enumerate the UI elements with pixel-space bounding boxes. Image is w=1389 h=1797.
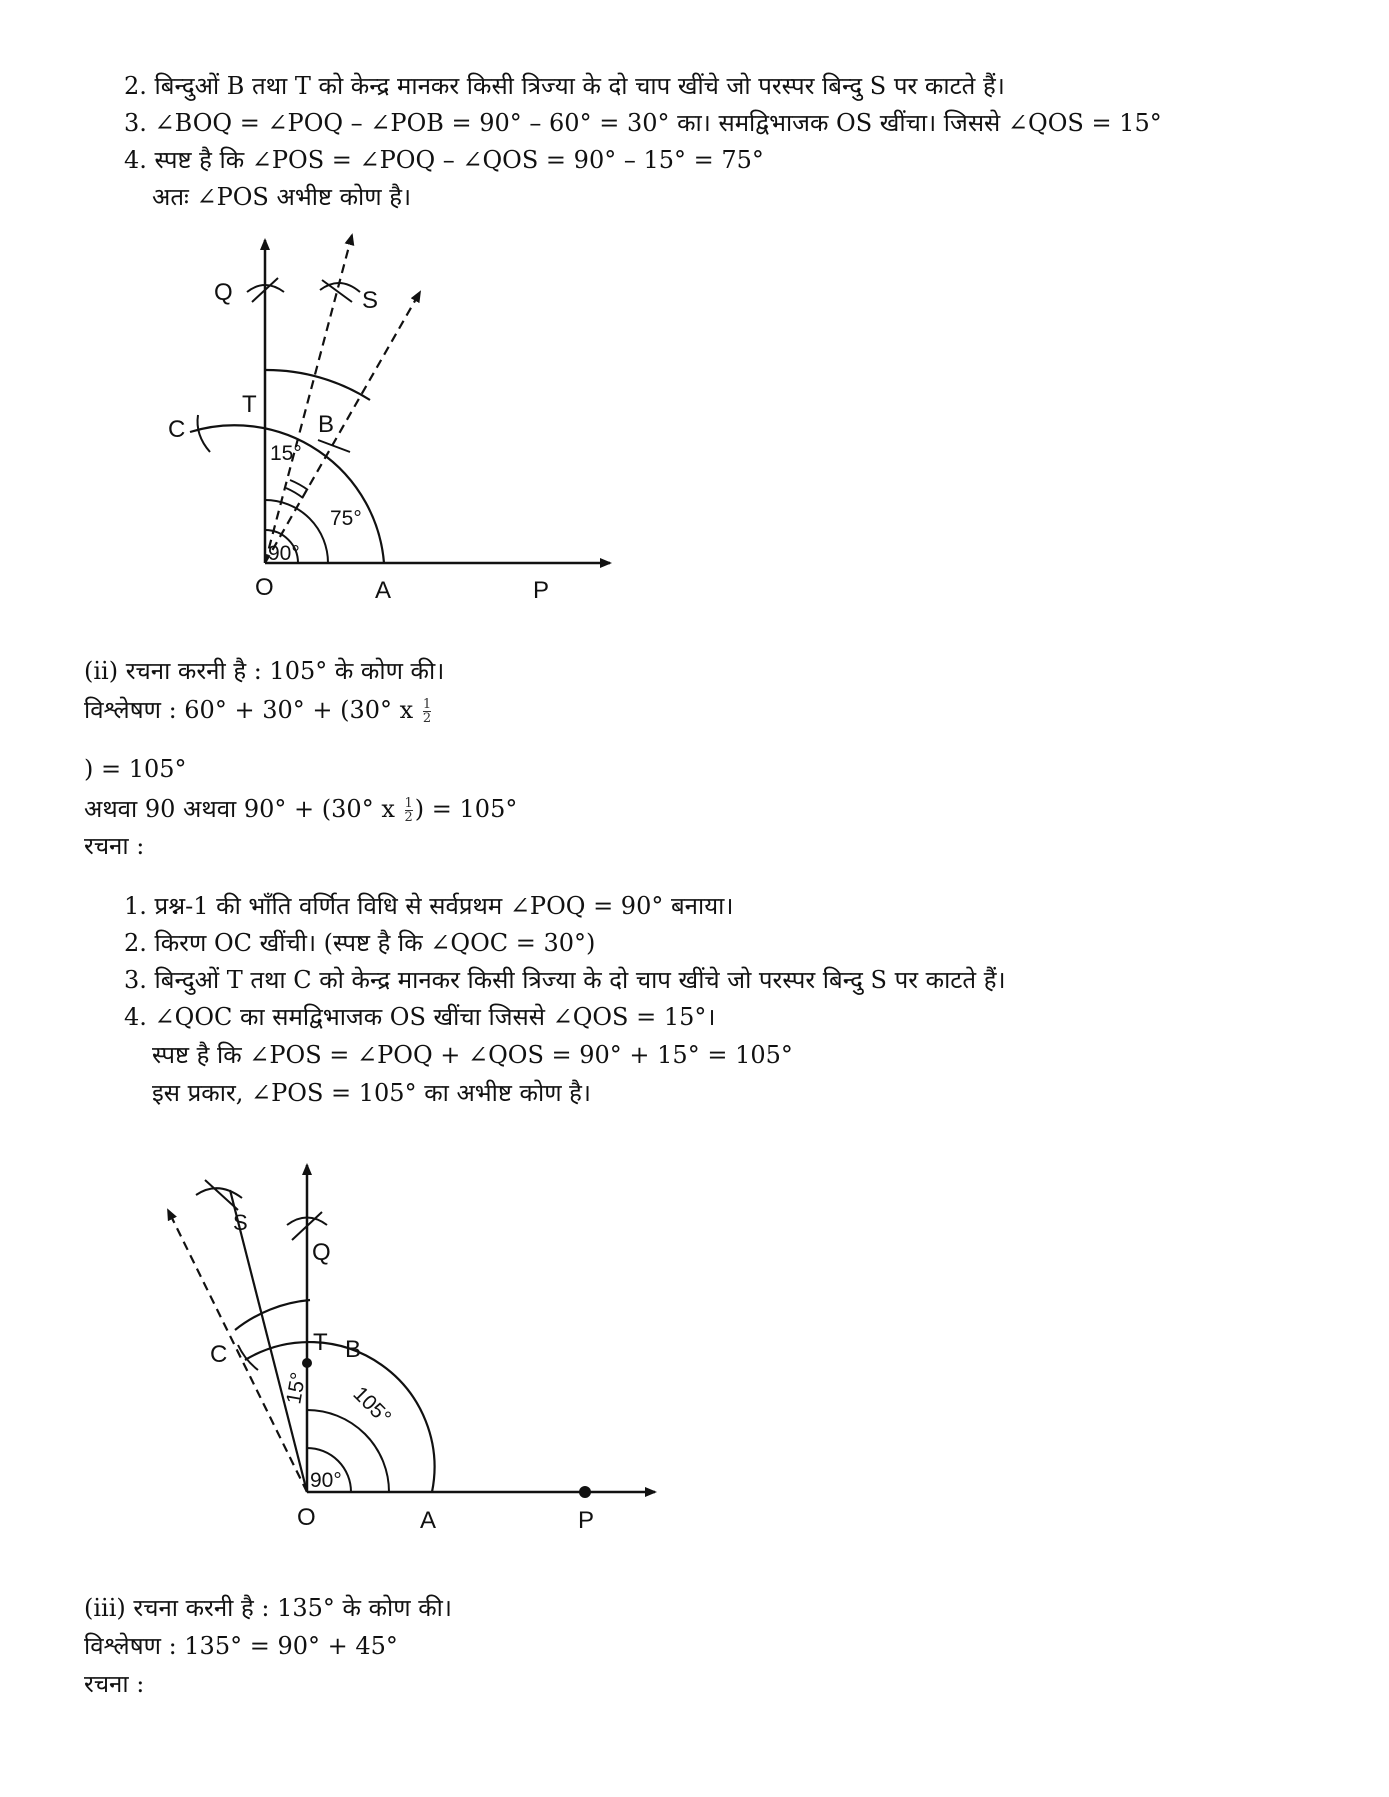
point-p	[579, 1486, 591, 1498]
arc-outer-2	[235, 1300, 310, 1330]
figure-75-degree	[0, 210, 700, 610]
fraction-half	[423, 698, 431, 725]
fraction-half-2	[405, 797, 413, 824]
analysis-ii-text: विश्लेषण : 60° + 30° + (30° x	[84, 696, 414, 724]
angle-15-2: 15°	[282, 1370, 311, 1406]
angle-90: 90°	[268, 542, 300, 565]
conclusion-ii-b: इस प्रकार, ∠POS = 105° का अभीष्ट कोण है।	[152, 1079, 592, 1107]
ray-os-2	[230, 1190, 307, 1492]
conclusion-ii-a: स्पष्ट है कि ∠POS = ∠POQ + ∠QOS = 90° + 15° = 105°	[152, 1041, 793, 1069]
fraction-den: 2	[422, 711, 432, 726]
conclusion-i: अतः ∠POS अभीष्ट कोण है।	[152, 183, 412, 211]
step-ii-2: 2. किरण OC खींची। (स्पष्ट है कि ∠QOC = 30°)	[124, 929, 596, 957]
label-b: B	[318, 411, 335, 438]
step-i-4: 4. स्पष्ट है कि ∠POS = ∠POQ – ∠QOS = 90° – 15° = 75°	[124, 146, 764, 174]
label-c-2: C	[210, 1341, 228, 1368]
alternative-ii	[84, 793, 517, 825]
point-t	[302, 1358, 312, 1368]
mark-s-2	[196, 1180, 242, 1210]
fraction-num-2: 1	[404, 796, 413, 811]
label-p-2: P	[578, 1507, 595, 1534]
label-q-2: Q	[312, 1239, 331, 1266]
label-p: P	[533, 577, 550, 604]
analysis-ii	[84, 694, 433, 726]
arc-outer	[265, 370, 370, 400]
label-a: A	[375, 577, 392, 604]
label-b-2: B	[345, 1336, 362, 1363]
alternative-ii-text: अथवा 90 अथवा 90° + (30° x	[84, 795, 395, 823]
label-t-2: T	[313, 1329, 328, 1356]
angle-15: 15°	[270, 442, 302, 465]
label-s: S	[362, 287, 379, 314]
heading-ii: (ii) रचना करनी है : 105° के कोण की।	[84, 657, 445, 685]
fraction-num: 1	[422, 697, 432, 712]
angle-105: 105°	[348, 1382, 396, 1430]
analysis-iii: विश्लेषण : 135° = 90° + 45°	[84, 1632, 398, 1660]
heading-iii: (iii) रचना करनी है : 135° के कोण की।	[84, 1594, 452, 1622]
step-ii-1: 1. प्रश्न-1 की भाँति वर्णित विधि से सर्वप्रथम ∠POQ = 90° बनाया।	[124, 892, 734, 920]
label-q: Q	[214, 279, 233, 306]
mark-s	[320, 280, 360, 302]
construction-label-iii: रचना :	[84, 1670, 145, 1698]
ray-oc-2	[168, 1210, 307, 1492]
arc-15b	[286, 488, 303, 498]
label-o-2: O	[297, 1504, 316, 1531]
fraction-den-2: 2	[404, 810, 413, 825]
figure-105-degree	[0, 1120, 700, 1540]
arc-15	[290, 480, 308, 490]
label-o: O	[255, 574, 274, 601]
label-t: T	[242, 391, 257, 418]
analysis-ii-cont: ) = 105°	[84, 755, 187, 783]
mark-c	[198, 415, 211, 452]
angle-75: 75°	[330, 507, 362, 530]
step-i-2: 2. बिन्दुओं B तथा T को केन्द्र मानकर किसी त्रिज्या के दो चाप खींचे जो परस्पर बिन्दु S पर काटते हैं।	[124, 72, 1005, 100]
alternative-ii-end: ) = 105°	[414, 795, 518, 823]
construction-label-ii: रचना :	[84, 832, 145, 860]
step-ii-3: 3. बिन्दुओं T तथा C को केन्द्र मानकर किसी त्रिज्या के दो चाप खींचे जो परस्पर बिन्दु S पर काटते हैं।	[124, 966, 1006, 994]
label-s-2: S	[233, 1210, 248, 1235]
step-ii-4: 4. ∠QOC का समद्विभाजक OS खींचा जिससे ∠QOS = 15°।	[124, 1003, 716, 1031]
label-c: C	[168, 416, 186, 443]
step-i-3: 3. ∠BOQ = ∠POQ – ∠POB = 90° – 60° = 30° का। समद्विभाजक OS खींचा। जिससे ∠QOS = 15°	[124, 109, 1162, 137]
label-a-2: A	[420, 1507, 437, 1534]
angle-90-2: 90°	[310, 1469, 342, 1492]
